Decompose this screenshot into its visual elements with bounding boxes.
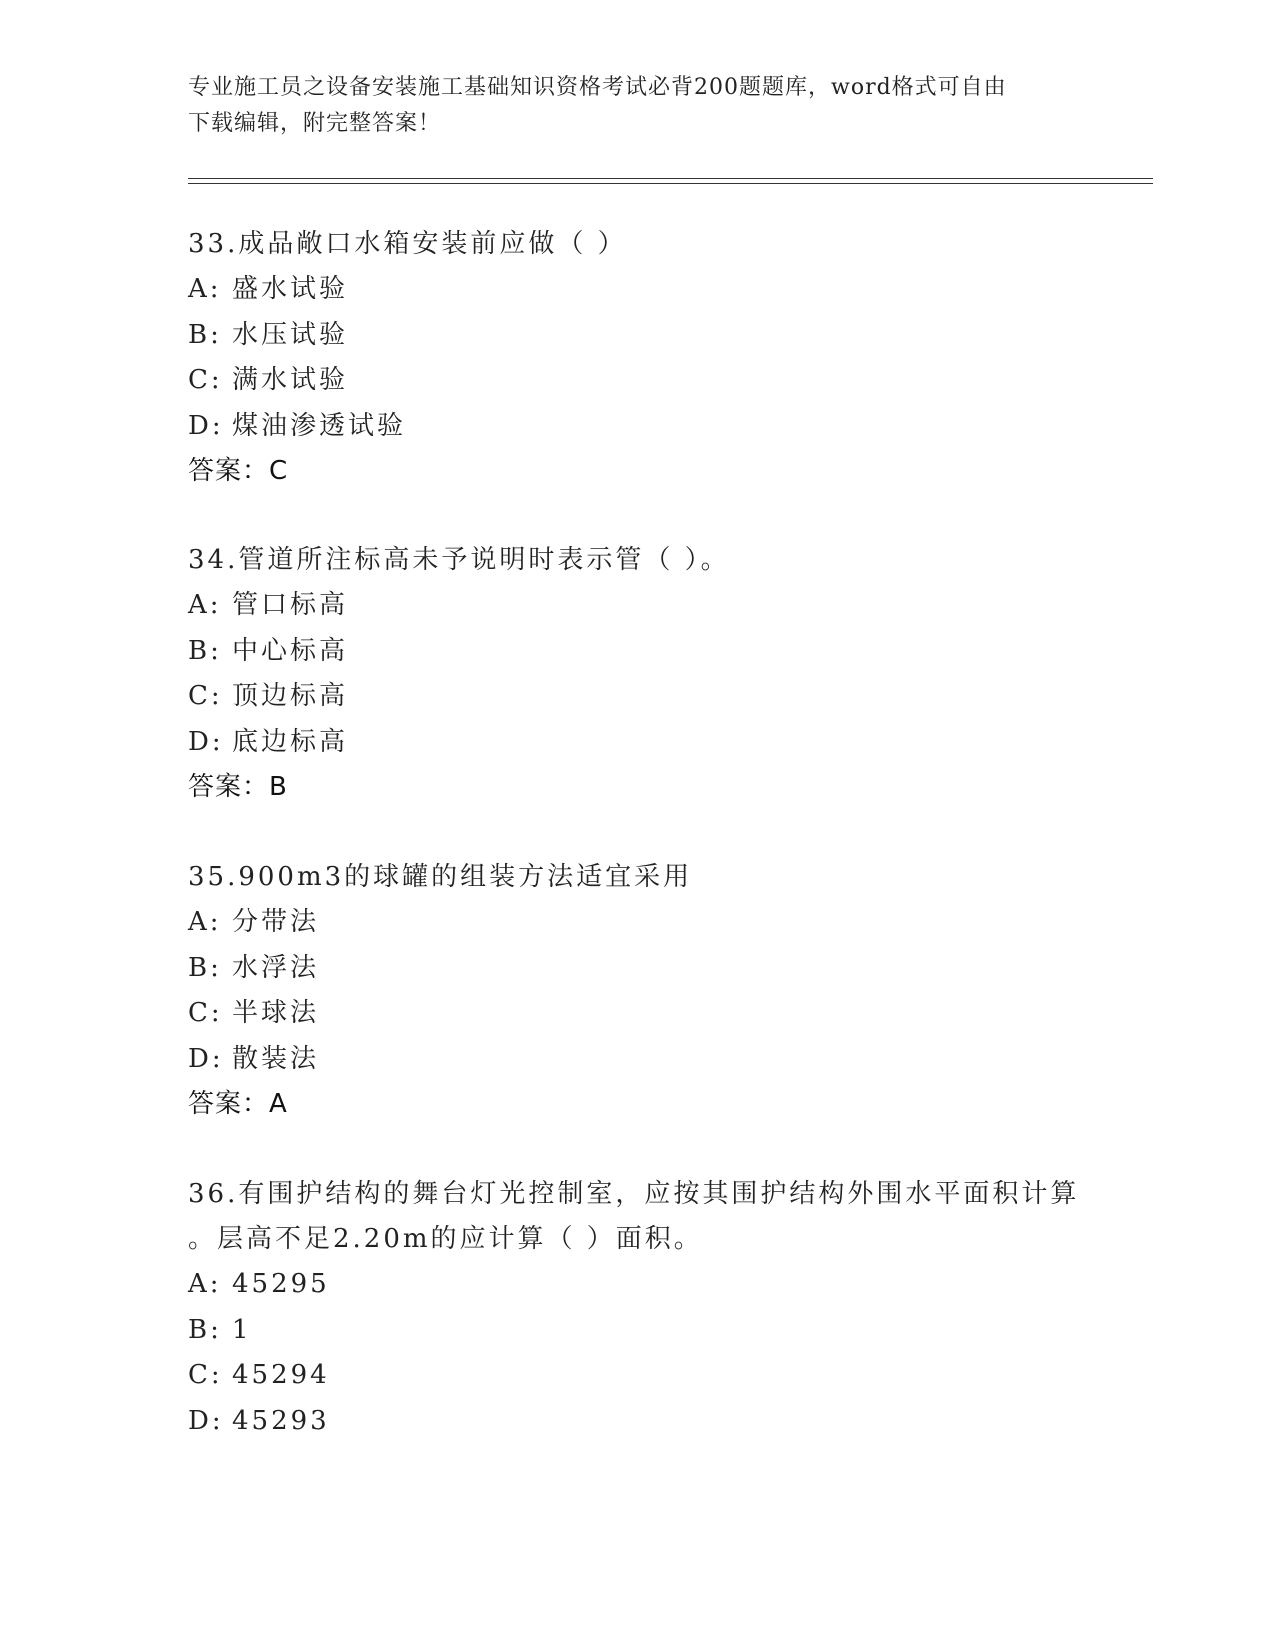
answer-text: 答案：B (188, 772, 288, 802)
option-c (188, 991, 1088, 1037)
header-line-2: 下载编辑，附完整答案！ (188, 111, 442, 136)
option-text: 底边标高 (232, 726, 349, 757)
option-key: A: (188, 907, 222, 937)
option-b (188, 629, 1088, 675)
option-text: 中心标高 (232, 635, 349, 666)
option-key: D: (188, 726, 224, 757)
option-a (188, 900, 1088, 946)
option-b (188, 1308, 1088, 1354)
option-key: C: (188, 681, 223, 711)
option-d (188, 404, 1088, 450)
option-text: 1 (232, 1314, 252, 1345)
document-header (188, 70, 1088, 142)
question-35 (188, 855, 1088, 1128)
answer-text: 答案：A (188, 1089, 288, 1119)
question-33 (188, 222, 1088, 495)
option-key: B: (188, 1314, 222, 1345)
header-divider (188, 178, 1153, 184)
option-a (188, 267, 1088, 313)
option-text: 顶边标高 (232, 681, 349, 711)
option-a (188, 1262, 1088, 1308)
header-line-1: 专业施工员之设备安装施工基础知识资格考试必背200题题库，word格式可自由 (188, 75, 1007, 100)
option-key: A: (188, 1269, 222, 1299)
option-key: A: (188, 274, 222, 304)
option-text: 煤油渗透试验 (232, 410, 407, 441)
option-text: 45294 (232, 1360, 330, 1390)
question-text: 33.成品敞口水箱安装前应做（ ） (188, 229, 627, 259)
option-key: C: (188, 1360, 223, 1390)
question-text-line-1: 36.有围护结构的舞台灯光控制室，应按其围护结构外围水平面积计算 (188, 1179, 1080, 1209)
question-text-line-2: 。层高不足2.20m的应计算（ ）面积。 (188, 1224, 703, 1254)
option-text: 水浮法 (232, 952, 320, 983)
option-c (188, 358, 1088, 404)
option-text: 45295 (232, 1269, 330, 1299)
option-text: 满水试验 (232, 365, 349, 395)
option-key: B: (188, 635, 222, 666)
option-d (188, 1037, 1088, 1083)
option-c (188, 674, 1088, 720)
answer-text: 答案：C (188, 456, 289, 486)
option-text: 管口标高 (232, 590, 349, 620)
option-key: D: (188, 410, 224, 441)
option-text: 分带法 (232, 907, 320, 937)
option-key: C: (188, 998, 223, 1028)
option-b (188, 313, 1088, 359)
option-text: 水压试验 (232, 319, 349, 350)
option-a (188, 583, 1088, 629)
option-key: B: (188, 319, 222, 350)
option-text: 散装法 (232, 1043, 320, 1074)
option-d (188, 1399, 1088, 1445)
option-key: D: (188, 1043, 224, 1074)
question-36 (188, 1172, 1088, 1444)
option-key: C: (188, 365, 223, 395)
option-key: B: (188, 952, 222, 983)
option-d (188, 720, 1088, 766)
option-text: 45293 (232, 1405, 330, 1436)
question-text: 35.900m3的球罐的组装方法适宜采用 (188, 862, 693, 892)
option-b (188, 946, 1088, 992)
option-key: D: (188, 1405, 224, 1436)
option-c (188, 1353, 1088, 1399)
option-text: 盛水试验 (232, 274, 349, 304)
option-key: A: (188, 590, 222, 620)
option-text: 半球法 (232, 998, 320, 1028)
question-text: 34.管道所注标高未予说明时表示管（ ）。 (188, 545, 730, 575)
question-34 (188, 538, 1088, 811)
